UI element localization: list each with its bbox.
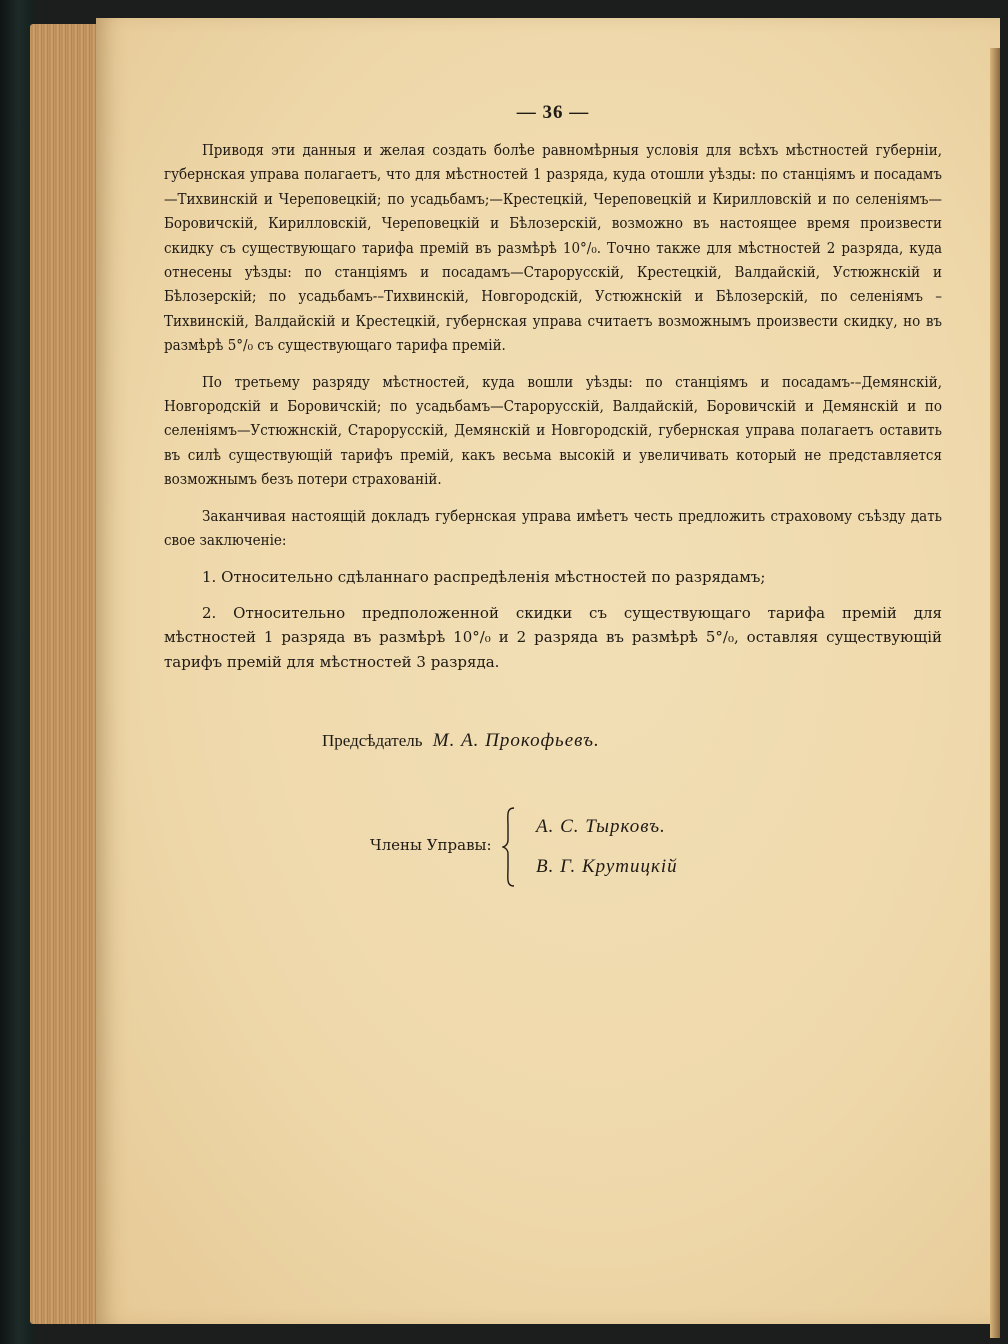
members-label: Члены Управы: bbox=[370, 836, 492, 854]
proposal-item-2: 2. Относительно предположенной скидки съ существующаго тарифа премій для мѣстностей 1 разряда въ размѣрѣ 10°/₀ и 2 разряда въ размѣрѣ 5°/₀, оставляя существующій тарифъ премій для мѣстностей 3 разряда. bbox=[164, 603, 942, 671]
paragraph-1: Приводя эти данныя и желая создать болѣе равномѣрныя условія для всѣхъ мѣстностей губерніи, губернская управа полагаетъ, что для мѣстностей 1 разряда, куда отошли уѣзды: по станціямъ и посадамъ—Тихвинскій и Череповецкій; по усадьбамъ;—Крестецкій, Череповецкій и Кирилловскій и по селеніямъ—Боровичскій, Кирилловскій, Череповецкій и Бѣлозерскій, возможно въ настоящее время произвести скидку съ существующаго тарифа премій въ размѣрѣ 10°/₀. Точно также для мѣстностей 2 разряда, куда отнесены уѣзды: по станціямъ и посадамъ—Старорусскій, Крестецкій, Валдайскій, Устюжнскій и Бѣлозерскій; по усадьбамъ-–Тихвинскій, Новгородскій, Устюжнскій и Бѣлозерскій, по селеніямъ – Тихвинскій, Валдайскій и Крестецкій, губернская управа считаетъ возможнымъ произвести скидку, но въ размѣрѣ 5°/₀ съ существующаго тарифа премій. bbox=[164, 141, 942, 355]
chairman-name: М. А. Прокофьевъ. bbox=[432, 730, 600, 751]
page-number: — 36 — bbox=[516, 102, 590, 123]
page-right-edge bbox=[990, 48, 1000, 1338]
paragraph-3: Заканчивая настоящій докладъ губернская управа имѣетъ честь предложить страховому съѣзду дать свое заключеніе: bbox=[164, 506, 942, 550]
chairman-signature-line bbox=[322, 730, 600, 752]
book-spine bbox=[0, 0, 34, 1344]
member-signature-1: А. С. Тырковъ. bbox=[536, 816, 666, 837]
member-signature-2: В. Г. Крутицкій bbox=[536, 856, 678, 877]
members-brace bbox=[502, 806, 516, 888]
proposal-item-1: 1. Относительно сдѣланнаго распредѣленія мѣстностей по разрядамъ; bbox=[202, 567, 766, 586]
paragraph-2: По третьему разряду мѣстностей, куда вошли уѣзды: по станціямъ и посадамъ-–Демянскій, Новгородскій и Боровичскій; по усадьбамъ—Старорусскій, Валдайскій, Боровичскій и Демянскій и по селеніямъ—Устюжнскій, Старорусскій, Демянскій и Новгородскій, губернская управа полагаетъ оставить въ силѣ существующій тарифъ премій, какъ весьма высокій и увеличивать который не представляется возможнымъ безъ потери страхованій. bbox=[164, 372, 942, 489]
page-edges bbox=[30, 24, 102, 1324]
page-text bbox=[164, 98, 942, 674]
chairman-title: Предсѣдатель bbox=[322, 731, 423, 750]
